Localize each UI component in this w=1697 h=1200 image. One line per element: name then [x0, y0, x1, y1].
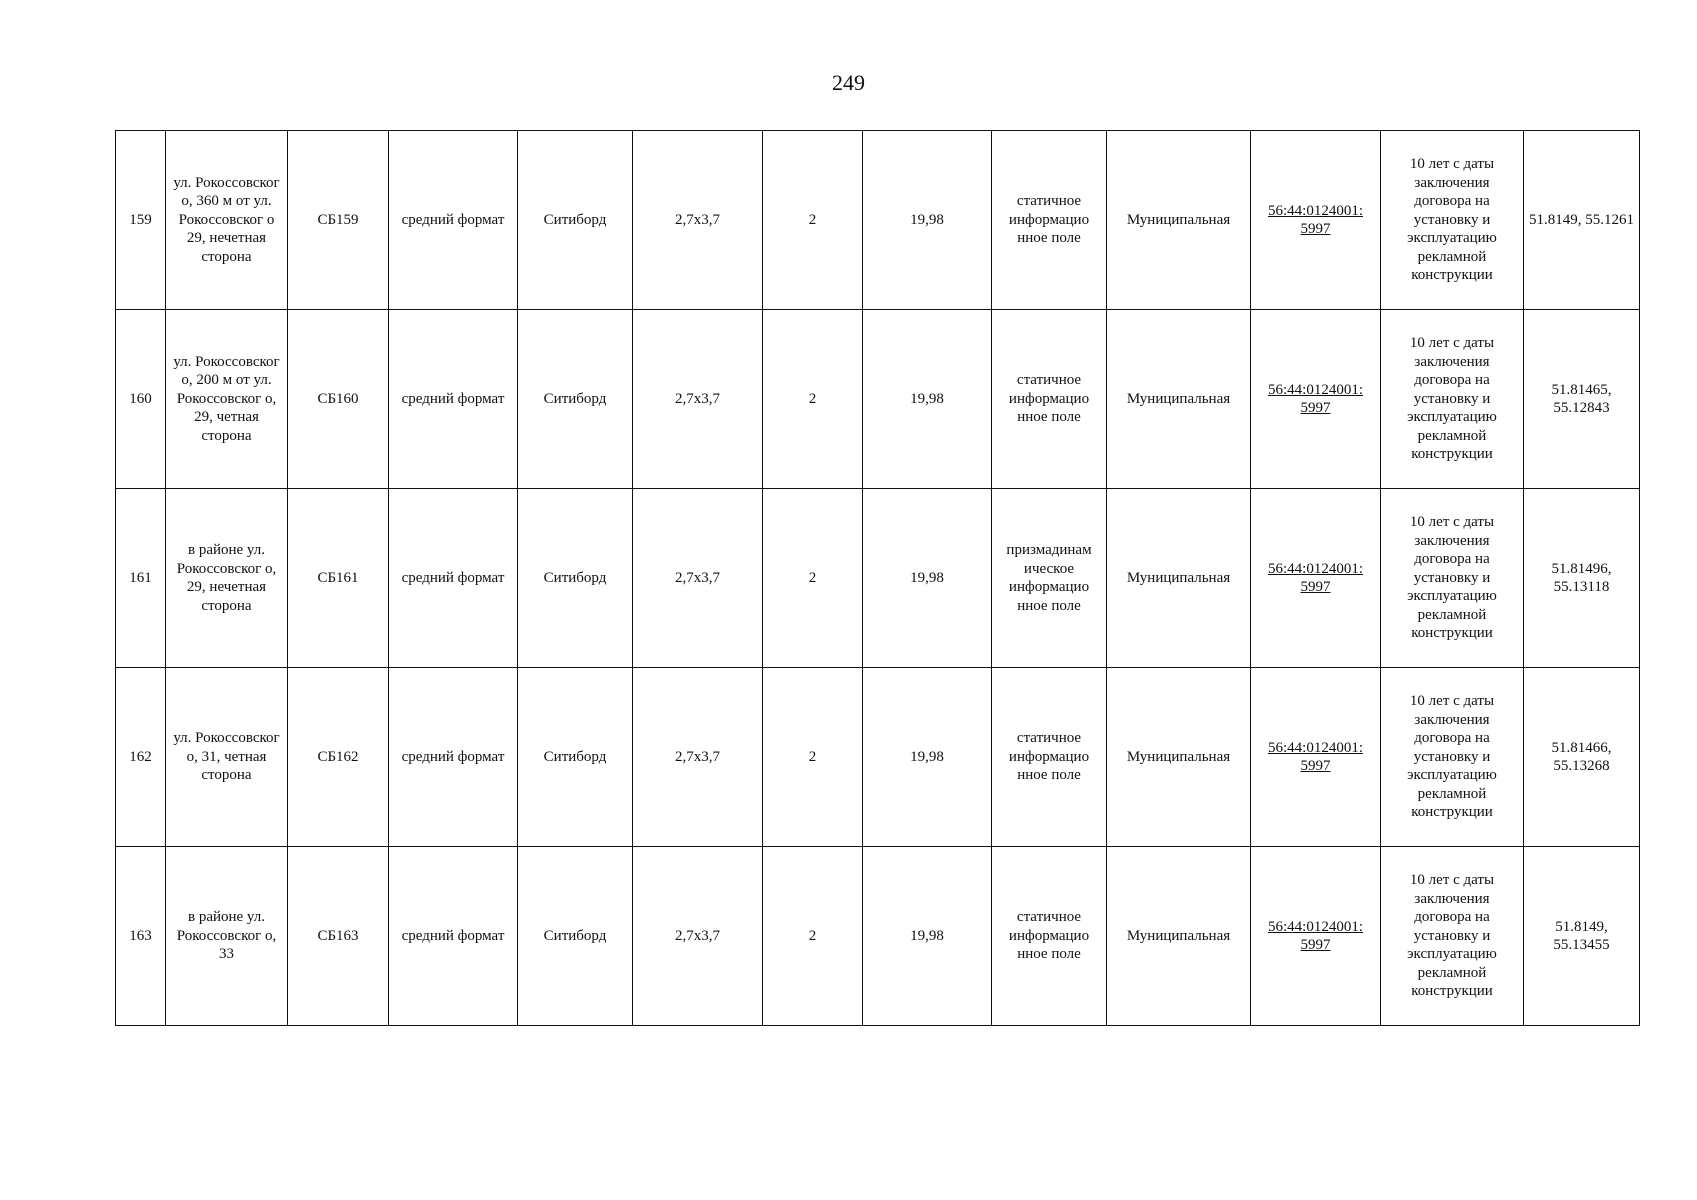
table-row	[116, 310, 1640, 489]
cell-field-type: призмадинам ическое информацио нное поле	[992, 489, 1107, 668]
cell-field-type: статичное информацио нное поле	[992, 668, 1107, 847]
cell-format: средний формат	[389, 668, 518, 847]
cell-ownership: Муниципальная	[1107, 131, 1251, 310]
cell-format: средний формат	[389, 310, 518, 489]
cell-ownership: Муниципальная	[1107, 489, 1251, 668]
cell-number: 163	[116, 847, 166, 1026]
cell-code: СБ159	[288, 131, 389, 310]
table-row	[116, 668, 1640, 847]
cell-area: 19,98	[863, 489, 992, 668]
cell-code: СБ161	[288, 489, 389, 668]
cell-sides: 2	[763, 489, 863, 668]
cell-address: в районе ул. Рокоссовског о, 29, нечетная сторона	[166, 489, 288, 668]
cell-number: 162	[116, 668, 166, 847]
cell-area: 19,98	[863, 668, 992, 847]
cell-field-type: статичное информацио нное поле	[992, 310, 1107, 489]
cell-cadastral: 56:44:0124001: 5997	[1251, 489, 1381, 668]
advertising-structures-table	[115, 130, 1640, 1026]
cell-format: средний формат	[389, 489, 518, 668]
cell-term: 10 лет с даты заключения договора на установку и эксплуатацию рекламной конструкции	[1381, 668, 1524, 847]
table-row	[116, 489, 1640, 668]
cell-area: 19,98	[863, 847, 992, 1026]
cell-coords: 51.8149, 55.1261	[1524, 131, 1640, 310]
cell-term: 10 лет с даты заключения договора на установку и эксплуатацию рекламной конструкции	[1381, 310, 1524, 489]
cell-area: 19,98	[863, 131, 992, 310]
table-row	[116, 131, 1640, 310]
cell-term: 10 лет с даты заключения договора на установку и эксплуатацию рекламной конструкции	[1381, 847, 1524, 1026]
cell-type: Ситиборд	[518, 668, 633, 847]
cell-size: 2,7х3,7	[633, 131, 763, 310]
cell-type: Ситиборд	[518, 131, 633, 310]
cell-ownership: Муниципальная	[1107, 310, 1251, 489]
cell-sides: 2	[763, 131, 863, 310]
cell-cadastral: 56:44:0124001: 5997	[1251, 310, 1381, 489]
cell-number: 160	[116, 310, 166, 489]
cell-field-type: статичное информацио нное поле	[992, 131, 1107, 310]
cell-cadastral: 56:44:0124001: 5997	[1251, 131, 1381, 310]
cell-cadastral: 56:44:0124001: 5997	[1251, 668, 1381, 847]
page-number: 249	[832, 70, 865, 95]
cell-address: ул. Рокоссовског о, 200 м от ул. Рокоссовског о, 29, четная сторона	[166, 310, 288, 489]
cell-size: 2,7х3,7	[633, 310, 763, 489]
cell-cadastral: 56:44:0124001: 5997	[1251, 847, 1381, 1026]
cell-ownership: Муниципальная	[1107, 847, 1251, 1026]
cell-sides: 2	[763, 310, 863, 489]
cell-sides: 2	[763, 847, 863, 1026]
cell-type: Ситиборд	[518, 847, 633, 1026]
cell-coords: 51.81465, 55.12843	[1524, 310, 1640, 489]
cell-address: в районе ул. Рокоссовског о, 33	[166, 847, 288, 1026]
cell-area: 19,98	[863, 310, 992, 489]
cell-number: 161	[116, 489, 166, 668]
cell-format: средний формат	[389, 131, 518, 310]
cell-code: СБ160	[288, 310, 389, 489]
cell-ownership: Муниципальная	[1107, 668, 1251, 847]
cell-size: 2,7х3,7	[633, 847, 763, 1026]
cell-address: ул. Рокоссовског о, 31, четная сторона	[166, 668, 288, 847]
cell-field-type: статичное информацио нное поле	[992, 847, 1107, 1026]
cell-term: 10 лет с даты заключения договора на установку и эксплуатацию рекламной конструкции	[1381, 131, 1524, 310]
cell-size: 2,7х3,7	[633, 489, 763, 668]
cell-address: ул. Рокоссовског о, 360 м от ул. Рокоссовског о 29, нечетная сторона	[166, 131, 288, 310]
cell-coords: 51.81466, 55.13268	[1524, 668, 1640, 847]
cell-type: Ситиборд	[518, 489, 633, 668]
cell-type: Ситиборд	[518, 310, 633, 489]
table-row	[116, 847, 1640, 1026]
cell-coords: 51.81496, 55.13118	[1524, 489, 1640, 668]
cell-sides: 2	[763, 668, 863, 847]
cell-term: 10 лет с даты заключения договора на установку и эксплуатацию рекламной конструкции	[1381, 489, 1524, 668]
cell-format: средний формат	[389, 847, 518, 1026]
cell-code: СБ162	[288, 668, 389, 847]
cell-coords: 51.8149, 55.13455	[1524, 847, 1640, 1026]
cell-size: 2,7х3,7	[633, 668, 763, 847]
cell-code: СБ163	[288, 847, 389, 1026]
cell-number: 159	[116, 131, 166, 310]
